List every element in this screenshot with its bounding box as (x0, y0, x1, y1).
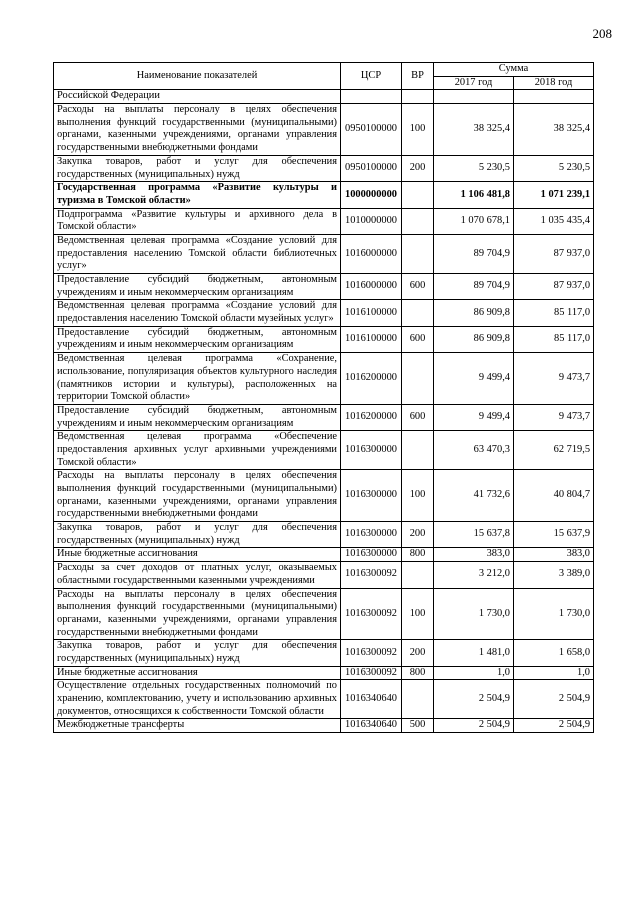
table-row (54, 588, 594, 640)
row-sum-2017-cell: 383,0 (434, 548, 514, 562)
table-row (54, 431, 594, 470)
row-sum-2017-cell: 5 230,5 (434, 155, 514, 181)
row-csr-cell: 1016300092 (341, 588, 402, 640)
row-csr-cell: 1016000000 (341, 234, 402, 273)
row-name-cell: Ведомственная целевая программа «Создание условий для предоставления населению Томской области библиотечных услуг» (54, 234, 341, 273)
row-sum-2018-cell: 38 325,4 (514, 104, 594, 156)
row-sum-2017-cell: 15 637,8 (434, 522, 514, 548)
row-vr-cell (402, 300, 434, 326)
row-sum-2018-cell: 1 035 435,4 (514, 208, 594, 234)
row-sum-2018-cell: 1 071 239,1 (514, 182, 594, 208)
table-row (54, 208, 594, 234)
row-name-cell: Закупка товаров, работ и услуг для обеспечения государственных (муниципальных) нужд (54, 640, 341, 666)
row-vr-cell: 600 (402, 404, 434, 430)
row-csr-cell: 1016200000 (341, 404, 402, 430)
row-vr-cell (402, 182, 434, 208)
row-csr-cell: 1016300000 (341, 548, 402, 562)
row-sum-2018-cell: 85 117,0 (514, 300, 594, 326)
row-vr-cell (402, 208, 434, 234)
row-csr-cell (341, 90, 402, 104)
header-name: Наименование показателей (54, 63, 341, 90)
row-sum-2018-cell: 62 719,5 (514, 431, 594, 470)
row-sum-2017-cell: 41 732,6 (434, 470, 514, 522)
row-vr-cell: 200 (402, 640, 434, 666)
row-sum-2018-cell: 85 117,0 (514, 326, 594, 352)
table-row (54, 155, 594, 181)
table-row (54, 562, 594, 588)
row-csr-cell: 1016100000 (341, 326, 402, 352)
table-body (54, 90, 594, 733)
row-name-cell: Межбюджетные трансферты (54, 719, 341, 733)
header-sum: Сумма (434, 63, 594, 77)
row-vr-cell: 100 (402, 470, 434, 522)
row-csr-cell: 1016340640 (341, 719, 402, 733)
row-sum-2018-cell: 1 730,0 (514, 588, 594, 640)
row-sum-2017-cell: 86 909,8 (434, 300, 514, 326)
row-sum-2018-cell: 40 804,7 (514, 470, 594, 522)
row-vr-cell: 100 (402, 104, 434, 156)
row-csr-cell: 1016300092 (341, 640, 402, 666)
row-name-cell: Российской Федерации (54, 90, 341, 104)
row-sum-2018-cell (514, 90, 594, 104)
row-csr-cell: 1016340640 (341, 680, 402, 719)
row-name-cell: Расходы за счет доходов от платных услуг, оказываемых областными государственными казенными учреждениями (54, 562, 341, 588)
row-vr-cell (402, 562, 434, 588)
row-sum-2018-cell: 9 473,7 (514, 353, 594, 405)
row-sum-2017-cell: 1 481,0 (434, 640, 514, 666)
table-row (54, 353, 594, 405)
header-year-2018: 2018 год (514, 76, 594, 90)
table-row (54, 680, 594, 719)
row-sum-2017-cell: 1 070 678,1 (434, 208, 514, 234)
table-row (54, 104, 594, 156)
table-header (54, 63, 594, 90)
row-sum-2018-cell: 1 658,0 (514, 640, 594, 666)
row-csr-cell: 1016300000 (341, 522, 402, 548)
row-sum-2018-cell: 383,0 (514, 548, 594, 562)
row-csr-cell: 1016300092 (341, 666, 402, 680)
table-row (54, 666, 594, 680)
row-vr-cell: 600 (402, 274, 434, 300)
row-name-cell: Ведомственная целевая программа «Обеспечение предоставления архивных услуг архивными учреждениями Томской области» (54, 431, 341, 470)
row-csr-cell: 1016200000 (341, 353, 402, 405)
row-sum-2018-cell: 87 937,0 (514, 234, 594, 273)
header-vr: ВР (402, 63, 434, 90)
row-vr-cell: 600 (402, 326, 434, 352)
row-vr-cell: 800 (402, 666, 434, 680)
row-sum-2018-cell: 5 230,5 (514, 155, 594, 181)
row-name-cell: Подпрограмма «Развитие культуры и архивного дела в Томской области» (54, 208, 341, 234)
row-name-cell: Ведомственная целевая программа «Сохранение, использование, популяризация объектов культурного наследия (памятников истории и культуры), расположенных на территории Томской области» (54, 353, 341, 405)
row-csr-cell: 1000000000 (341, 182, 402, 208)
table-row (54, 274, 594, 300)
row-sum-2017-cell: 3 212,0 (434, 562, 514, 588)
table-row (54, 234, 594, 273)
row-csr-cell: 1016300000 (341, 470, 402, 522)
row-sum-2018-cell: 87 937,0 (514, 274, 594, 300)
row-vr-cell: 200 (402, 155, 434, 181)
budget-table (53, 62, 594, 733)
row-sum-2017-cell: 63 470,3 (434, 431, 514, 470)
row-sum-2017-cell: 1,0 (434, 666, 514, 680)
row-sum-2017-cell: 86 909,8 (434, 326, 514, 352)
row-csr-cell: 1016300092 (341, 562, 402, 588)
row-csr-cell: 0950100000 (341, 104, 402, 156)
row-vr-cell (402, 680, 434, 719)
row-csr-cell: 1016000000 (341, 274, 402, 300)
row-vr-cell (402, 90, 434, 104)
row-name-cell: Закупка товаров, работ и услуг для обеспечения государственных (муниципальных) нужд (54, 155, 341, 181)
row-name-cell: Предоставление субсидий бюджетным, автономным учреждениям и иным некоммерческим организациям (54, 326, 341, 352)
row-name-cell: Предоставление субсидий бюджетным, автономным учреждениям и иным некоммерческим организациям (54, 404, 341, 430)
row-vr-cell: 800 (402, 548, 434, 562)
table-row (54, 719, 594, 733)
row-name-cell: Ведомственная целевая программа «Создание условий для предоставления населению Томской области музейных услуг» (54, 300, 341, 326)
row-sum-2017-cell: 1 106 481,8 (434, 182, 514, 208)
header-year-2017: 2017 год (434, 76, 514, 90)
row-name-cell: Иные бюджетные ассигнования (54, 666, 341, 680)
row-vr-cell (402, 234, 434, 273)
table-row (54, 470, 594, 522)
row-sum-2017-cell: 2 504,9 (434, 719, 514, 733)
row-sum-2017-cell: 9 499,4 (434, 353, 514, 405)
row-sum-2017-cell: 9 499,4 (434, 404, 514, 430)
row-name-cell: Расходы на выплаты персоналу в целях обеспечения выполнения функций государственными (муниципальными) органами, казенными учреждениями, органами управления государственными внебюджетными фондами (54, 104, 341, 156)
table-row (54, 522, 594, 548)
row-name-cell: Осуществление отдельных государственных полномочий по хранению, комплектованию, учету и использованию архивных документов, относящихся к собственности Томской области (54, 680, 341, 719)
row-csr-cell: 1016100000 (341, 300, 402, 326)
header-csr: ЦСР (341, 63, 402, 90)
row-csr-cell: 0950100000 (341, 155, 402, 181)
row-sum-2018-cell: 2 504,9 (514, 719, 594, 733)
table-row (54, 404, 594, 430)
row-vr-cell (402, 353, 434, 405)
row-name-cell: Закупка товаров, работ и услуг для обеспечения государственных (муниципальных) нужд (54, 522, 341, 548)
table-row (54, 90, 594, 104)
row-name-cell: Предоставление субсидий бюджетным, автономным учреждениям и иным некоммерческим организациям (54, 274, 341, 300)
row-sum-2018-cell: 2 504,9 (514, 680, 594, 719)
row-vr-cell (402, 431, 434, 470)
row-sum-2018-cell: 3 389,0 (514, 562, 594, 588)
row-name-cell: Расходы на выплаты персоналу в целях обеспечения выполнения функций государственными (муниципальными) органами, казенными учреждениями, органами управления государственными внебюджетными фондами (54, 470, 341, 522)
row-sum-2017-cell: 2 504,9 (434, 680, 514, 719)
row-vr-cell: 200 (402, 522, 434, 548)
row-vr-cell: 100 (402, 588, 434, 640)
row-csr-cell: 1010000000 (341, 208, 402, 234)
row-sum-2017-cell (434, 90, 514, 104)
row-sum-2017-cell: 1 730,0 (434, 588, 514, 640)
row-name-cell: Государственная программа «Развитие культуры и туризма в Томской области» (54, 182, 341, 208)
row-sum-2018-cell: 9 473,7 (514, 404, 594, 430)
row-name-cell: Расходы на выплаты персоналу в целях обеспечения выполнения функций государственными (муниципальными) органами, казенными учреждениями, органами управления государственными внебюджетными фондами (54, 588, 341, 640)
row-csr-cell: 1016300000 (341, 431, 402, 470)
table-row (54, 300, 594, 326)
row-name-cell: Иные бюджетные ассигнования (54, 548, 341, 562)
page-number: 208 (592, 26, 612, 41)
row-sum-2018-cell: 1,0 (514, 666, 594, 680)
row-vr-cell: 500 (402, 719, 434, 733)
row-sum-2018-cell: 15 637,9 (514, 522, 594, 548)
row-sum-2017-cell: 89 704,9 (434, 234, 514, 273)
table-row (54, 326, 594, 352)
row-sum-2017-cell: 89 704,9 (434, 274, 514, 300)
table-row (54, 182, 594, 208)
table-row (54, 548, 594, 562)
row-sum-2017-cell: 38 325,4 (434, 104, 514, 156)
table-row (54, 640, 594, 666)
